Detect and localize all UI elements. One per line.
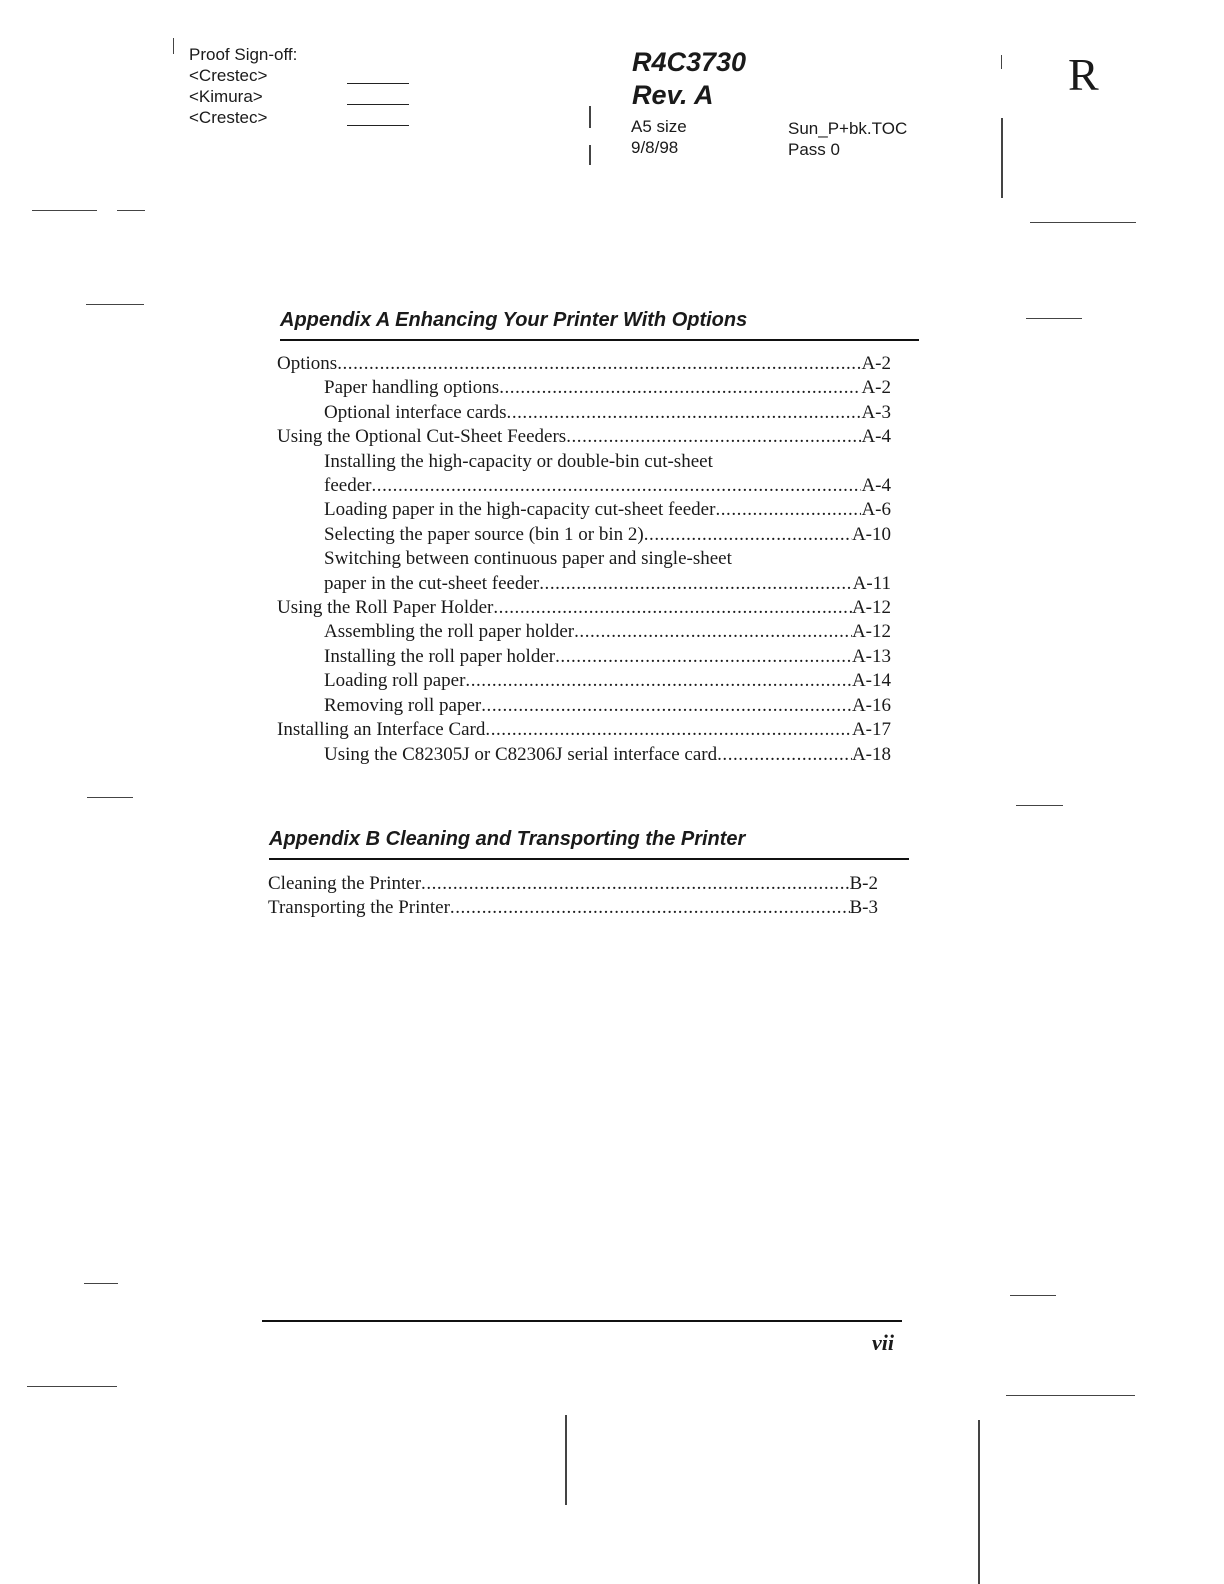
toc-entry-title: Using the Optional Cut-Sheet Feeders	[277, 426, 567, 448]
crop-mark	[1001, 118, 1003, 198]
toc-entry-title-continued: feeder	[324, 475, 372, 497]
toc-entry-title: Using the Roll Paper Holder	[277, 597, 494, 619]
dot-leader	[507, 401, 862, 425]
toc-page-number: A-16	[851, 694, 891, 716]
toc-entry	[277, 401, 891, 425]
toc-entry-title: Selecting the paper source (bin 1 or bin 2)	[324, 523, 644, 545]
toc-page-number: A-18	[851, 743, 891, 765]
toc-entry-title: Options	[277, 353, 338, 374]
toc-entry	[268, 872, 878, 896]
toc-entry-title-continued: paper in the cut-sheet feeder	[324, 572, 540, 594]
appendix-b-title: Appendix B Cleaning and Transporting the Printer	[269, 828, 746, 850]
meta-left	[631, 116, 687, 158]
toc-entry-title: Loading paper in the high-capacity cut-sheet feeder	[324, 499, 716, 521]
toc-page-number: A-13	[851, 645, 891, 667]
doc-date: 9/8/98	[631, 138, 679, 157]
crop-mark	[87, 797, 133, 798]
toc-entry	[277, 645, 891, 669]
dot-leader	[566, 425, 861, 449]
dot-leader	[644, 523, 852, 547]
meta-right	[788, 118, 907, 160]
toc-entry	[277, 474, 891, 498]
crop-mark	[27, 1386, 117, 1387]
toc-entry-title: Assembling the roll paper holder	[324, 621, 575, 643]
toc-entry	[277, 669, 891, 693]
appendix-b-rule	[269, 858, 909, 860]
dot-leader	[715, 498, 861, 522]
toc-entry	[277, 572, 891, 596]
corner-mark: R	[1068, 49, 1099, 100]
dot-leader	[485, 718, 852, 742]
toc-entry	[277, 694, 891, 718]
toc-entry	[277, 425, 891, 449]
toc-page-number: A-14	[851, 670, 891, 692]
toc-page-number: A-17	[851, 719, 891, 741]
toc-page-number: A-11	[852, 572, 891, 594]
crop-mark	[173, 38, 174, 54]
toc-page-number: A-12	[851, 597, 891, 619]
appendix-a-rule	[280, 339, 919, 341]
toc-entry	[277, 352, 891, 376]
pass-number: Pass 0	[788, 140, 840, 159]
page-number: vii	[872, 1330, 894, 1355]
proof-name: <Kimura>	[189, 87, 263, 106]
crop-mark	[589, 145, 591, 165]
toc-page-number: A-4	[861, 426, 891, 448]
signature-line	[347, 83, 409, 84]
dot-leader	[481, 694, 852, 718]
toc-page-number: A-12	[851, 621, 891, 643]
dot-leader	[493, 596, 852, 620]
paper-size: A5 size	[631, 117, 687, 136]
crop-mark	[1030, 222, 1136, 223]
toc-entry-title: Paper handling options	[324, 377, 500, 399]
document-id-block	[632, 46, 746, 112]
toc-entry	[277, 743, 891, 767]
dot-leader	[337, 352, 861, 376]
toc-entry-title: Switching between continuous paper and single-sheet	[324, 548, 732, 570]
footer-rule	[262, 1320, 902, 1322]
toc-entry-title: Installing an Interface Card	[277, 719, 486, 741]
crop-mark	[32, 210, 97, 211]
file-name: Sun_P+bk.TOC	[788, 119, 908, 138]
dot-leader	[539, 572, 852, 596]
toc-entry	[277, 498, 891, 522]
dot-leader	[574, 620, 852, 644]
document-id: R4C3730	[632, 47, 747, 77]
toc-entry-title: Optional interface cards	[324, 401, 507, 423]
toc-page-number: A-10	[851, 523, 891, 545]
crop-mark	[117, 210, 145, 211]
revision: Rev. A	[632, 80, 714, 110]
toc-entry	[277, 596, 891, 620]
crop-mark	[1010, 1295, 1056, 1296]
crop-mark	[1016, 805, 1063, 806]
crop-mark	[589, 106, 591, 128]
crop-mark	[86, 304, 144, 305]
proof-heading: Proof Sign-off:	[189, 45, 298, 64]
proof-signoff	[189, 44, 297, 128]
appendix-a-toc	[277, 352, 891, 767]
toc-page-number: B-3	[849, 897, 878, 919]
toc-page-number: A-6	[861, 499, 891, 521]
dot-leader	[717, 743, 852, 767]
dot-leader	[421, 872, 849, 896]
toc-entry-title: Removing roll paper	[324, 694, 482, 716]
crop-mark	[1026, 318, 1082, 319]
crop-mark	[978, 1420, 980, 1584]
dot-leader	[371, 474, 861, 498]
toc-page-number: A-4	[861, 475, 891, 497]
toc-entry	[277, 718, 891, 742]
appendix-a-title: Appendix A Enhancing Your Printer With Options	[280, 309, 748, 331]
toc-page-number: A-2	[861, 377, 891, 399]
toc-entry	[277, 620, 891, 644]
dot-leader	[555, 645, 852, 669]
signature-line	[347, 104, 409, 105]
proof-name: <Crestec>	[189, 108, 268, 127]
toc-page-number: A-2	[861, 353, 891, 374]
toc-page-number: B-2	[849, 873, 878, 894]
dot-leader	[499, 376, 861, 400]
toc-entry-title: Using the C82305J or C82306J serial interface card	[324, 743, 718, 765]
toc-entry-title: Cleaning the Printer	[268, 873, 422, 894]
toc-entry	[277, 376, 891, 400]
toc-entry-title: Transporting the Printer	[268, 897, 450, 919]
toc-entry-title: Installing the roll paper holder	[324, 645, 556, 667]
toc-entry-title: Loading roll paper	[324, 670, 466, 692]
toc-page-number: A-3	[861, 401, 891, 423]
dot-leader	[450, 896, 850, 920]
crop-mark	[1006, 1395, 1135, 1396]
toc-entry-title: Installing the high-capacity or double-bin cut-sheet	[324, 450, 713, 472]
dot-leader	[465, 669, 852, 693]
appendix-b-toc	[268, 872, 878, 921]
toc-entry	[268, 896, 878, 920]
crop-mark	[565, 1415, 567, 1505]
crop-mark	[84, 1283, 118, 1284]
proof-name: <Crestec>	[189, 66, 268, 85]
toc-entry	[277, 523, 891, 547]
crop-mark	[1001, 55, 1002, 69]
signature-line	[347, 125, 409, 126]
